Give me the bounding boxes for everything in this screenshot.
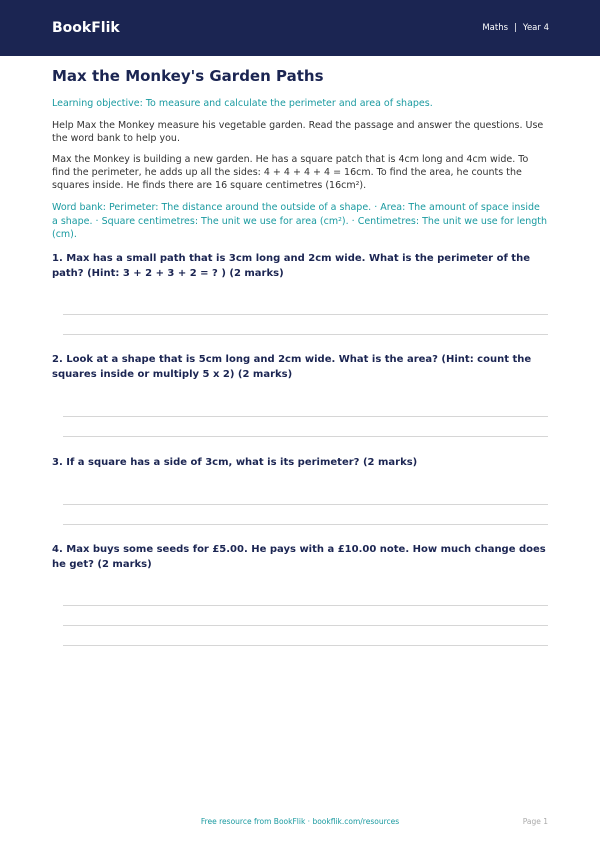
answer-line[interactable] [63,504,548,505]
answer-line[interactable] [63,625,548,626]
year-label: Year 4 [522,23,549,33]
brand-logo: BookFlik [52,20,120,36]
instructions: Help Max the Monkey measure his vegetable garden. Read the passage and answer the questions. Use the word bank to help you. [52,120,544,144]
question-2: 2. Look at a shape that is 5cm long and 2cm wide. What is the area? (Hint: count the squares inside or multiply 5 x 2) (2 marks) [52,354,532,380]
question-1: 1. Max has a small path that is 3cm long and 2cm wide. What is the perimeter of the path? (Hint: 3 + 2 + 3 + 2 = ? ) (2 marks) [52,253,530,279]
answer-line[interactable] [63,436,548,437]
answer-line[interactable] [63,334,548,335]
question-4: 4. Max buys some seeds for £5.00. He pays with a £10.00 note. How much change does he get? (2 marks) [52,544,546,570]
word-bank: Word bank: Perimeter: The distance around the outside of a shape. · Area: The amount of space inside a shape. · Square centimetres: The unit we use for area (cm²). · Centimetres: The unit we use for length (cm). [52,202,548,240]
answer-line[interactable] [63,416,548,417]
worksheet-title: Max the Monkey's Garden Paths [52,67,324,85]
subject-label: Maths [482,23,509,33]
answer-line[interactable] [63,524,548,525]
meta-separator: | [514,23,517,33]
answer-line[interactable] [63,605,548,606]
learning-objective: Learning objective: To measure and calculate the perimeter and area of shapes. [52,98,433,109]
answer-line[interactable] [63,645,548,646]
answer-line[interactable] [63,314,548,315]
questions-section [52,0,548,848]
page-number: Page 1 [522,817,548,826]
question-3: 3. If a square has a side of 3cm, what is its perimeter? (2 marks) [52,457,418,468]
footer-link[interactable]: Free resource from BookFlik · bookflik.com/resources [200,817,400,826]
reading-passage: Max the Monkey is building a new garden. He has a square patch that is 4cm long and 4cm wide. To find the perimeter, he adds up all the sides: 4 + 4 + 4 + 4 = 16cm. To find the area, he counts the squares inside. He finds there are 16 square centimetres (16cm²). [52,154,529,191]
page-footer [0,814,600,830]
